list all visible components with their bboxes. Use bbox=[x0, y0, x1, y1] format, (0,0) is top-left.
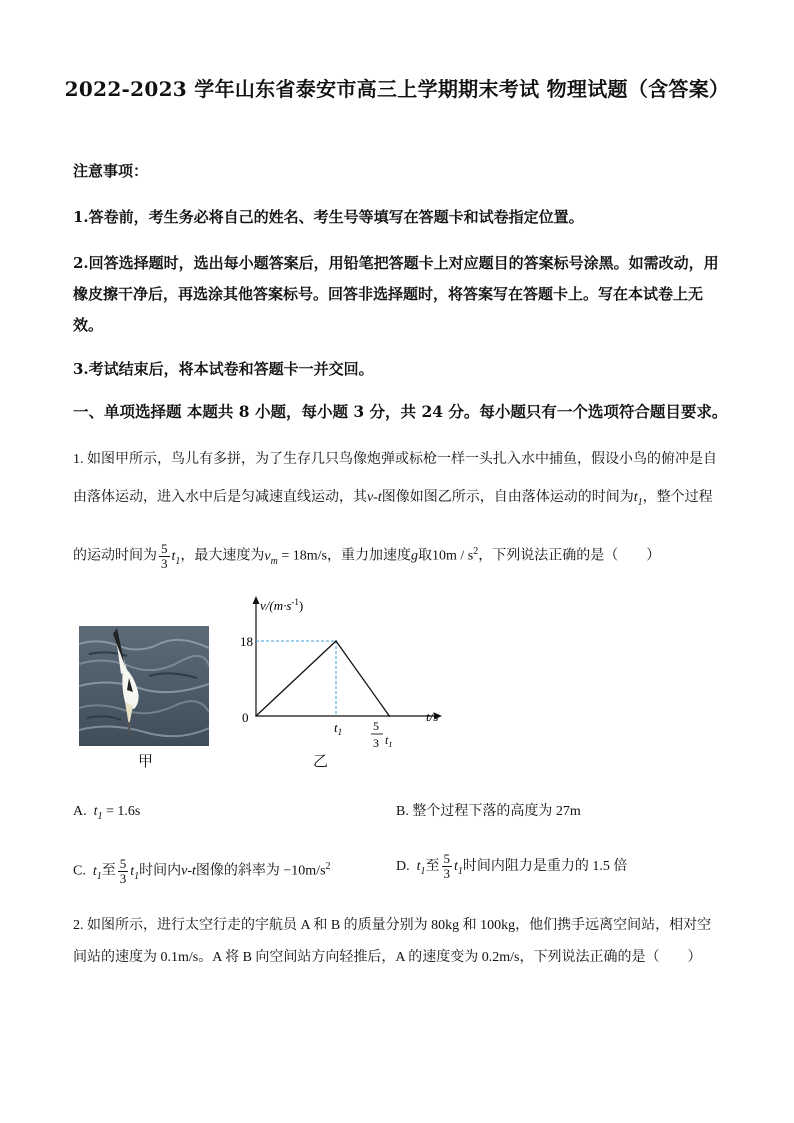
q1-line-1: 1. 如图甲所示，鸟儿有多拼，为了生存几只鸟像炮弹或标枪一样一头扎入水中捕鱼，假设小鸟的俯冲是自 bbox=[73, 452, 717, 467]
x-axis-label: t/s bbox=[426, 709, 439, 724]
y-axis-arrow bbox=[253, 596, 260, 604]
velocity-point-1 bbox=[335, 640, 337, 642]
velocity-point-2 bbox=[389, 715, 391, 717]
q1-vt: v-t bbox=[367, 490, 382, 505]
svg-text:5: 5 bbox=[373, 719, 379, 733]
q1-g: g bbox=[410, 548, 418, 564]
q1-option-d[interactable]: D. $t_1$至 $\frac{5}{3}$ $t_1$时间内阻力是重力的 1.5 倍 bbox=[396, 851, 628, 882]
svg-text:t1: $t_1$ bbox=[385, 733, 393, 749]
q1-vm: $v_m$ bbox=[264, 548, 278, 567]
q1-line2-c: ，整个过程 bbox=[642, 490, 713, 505]
svg-text:3: 3 bbox=[373, 736, 379, 750]
velocity-point-0 bbox=[255, 715, 257, 717]
q1-line2-b: 图像如图乙所示，自由落体运动的时间为 bbox=[381, 490, 634, 505]
notice-item-2: 2.回答选择题时，选出每小题答案后，用铅笔把答题卡上对应题目的答案标号涂黑。如需改动，用橡皮擦干净后，再选涂其他答案标号。回答非选择题时，将答案写在答题卡上。写在本试卷上无效。 bbox=[73, 254, 719, 334]
q1-g-val: 10m / s bbox=[431, 548, 474, 564]
q1-line3-d: 取 bbox=[417, 548, 432, 564]
q1-line-3: 的运动时间为 $\frac{5}{3}$ $t_1$，最大速度为$v_m = 18m/s$，重力加速度g取$10m / s^2$，下列说法正确的是（ ） bbox=[73, 540, 661, 571]
q1-line2-a: 由落体运动，进入水中后是匀减速直线运动，其 bbox=[73, 490, 367, 505]
y-axis-label: $v/(m\cdot s^{-1})$ bbox=[260, 597, 304, 613]
q2-line-1: 2. 如图所示，进行太空行走的宇航员 A 和 B 的质量分别为 80kg 和 100kg，他们携手远离空间站，相对空 bbox=[73, 918, 712, 933]
bird-image bbox=[79, 626, 209, 746]
vt-graph bbox=[238, 594, 458, 764]
vt-graph-svg bbox=[238, 594, 458, 764]
q1-line-2 bbox=[73, 482, 725, 519]
q1-option-b[interactable]: B. 整个过程下落的高度为 27m bbox=[396, 804, 581, 819]
x-tick-5-3-t1 bbox=[371, 719, 392, 750]
section-heading: 一、单项选择题 本题共 8 小题，每小题 3 分，共 24 分。每小题只有一个选项符合题目要求。 bbox=[73, 402, 728, 421]
q1-line3-c: ，重力加速度 bbox=[326, 548, 411, 564]
q1-total-t1: $t_1$ bbox=[171, 548, 181, 567]
caption-yi: 乙 bbox=[313, 752, 329, 770]
velocity-series-line bbox=[256, 641, 389, 716]
notice-item-1: 1.答卷前，考生务必将自己的姓名、考生号等填写在答题卡和试卷指定位置。 bbox=[73, 208, 584, 226]
notice-item-3: 3.考试结束后，将本试卷和答题卡一并交回。 bbox=[73, 360, 374, 378]
q1-vm-expr: = 18m/s bbox=[281, 548, 327, 564]
q1-option-a[interactable]: A. $t_1 = 1.6s$ bbox=[73, 804, 141, 822]
y-tick-18: 18 bbox=[240, 634, 253, 649]
caption-jia: 甲 bbox=[138, 752, 154, 770]
diving-bird-photo bbox=[79, 626, 209, 746]
q1-line3-e: ，下列说法正确的是（ ） bbox=[478, 548, 661, 564]
page-title: 2022-2023 学年山东省泰安市高三上学期期末考试 物理试题（含答案） bbox=[64, 77, 730, 101]
x-tick-t1: $t_1$ bbox=[334, 720, 343, 737]
q1-frac-5-3: $\frac{5}{3}$ bbox=[161, 540, 168, 571]
notice-heading: 注意事项： bbox=[73, 162, 149, 180]
q1-t1: $t_1$ bbox=[633, 490, 643, 508]
q2-line-2: 间站的速度为 0.1m/s。A 将 B 向空间站方向轻推后，A 的速度变为 0.2m/s，下列说法正确的是（ ） bbox=[73, 950, 702, 965]
origin-label: 0 bbox=[242, 710, 249, 725]
q1-line3-a: 的运动时间为 bbox=[73, 548, 157, 564]
q1-option-c[interactable]: C. $t_1$至 $\frac{5}{3}$ $t_1$时间内v-t图像的斜率为 $-10m/s^2$ bbox=[73, 855, 331, 886]
q1-line3-b: ，最大速度为 bbox=[180, 548, 265, 564]
